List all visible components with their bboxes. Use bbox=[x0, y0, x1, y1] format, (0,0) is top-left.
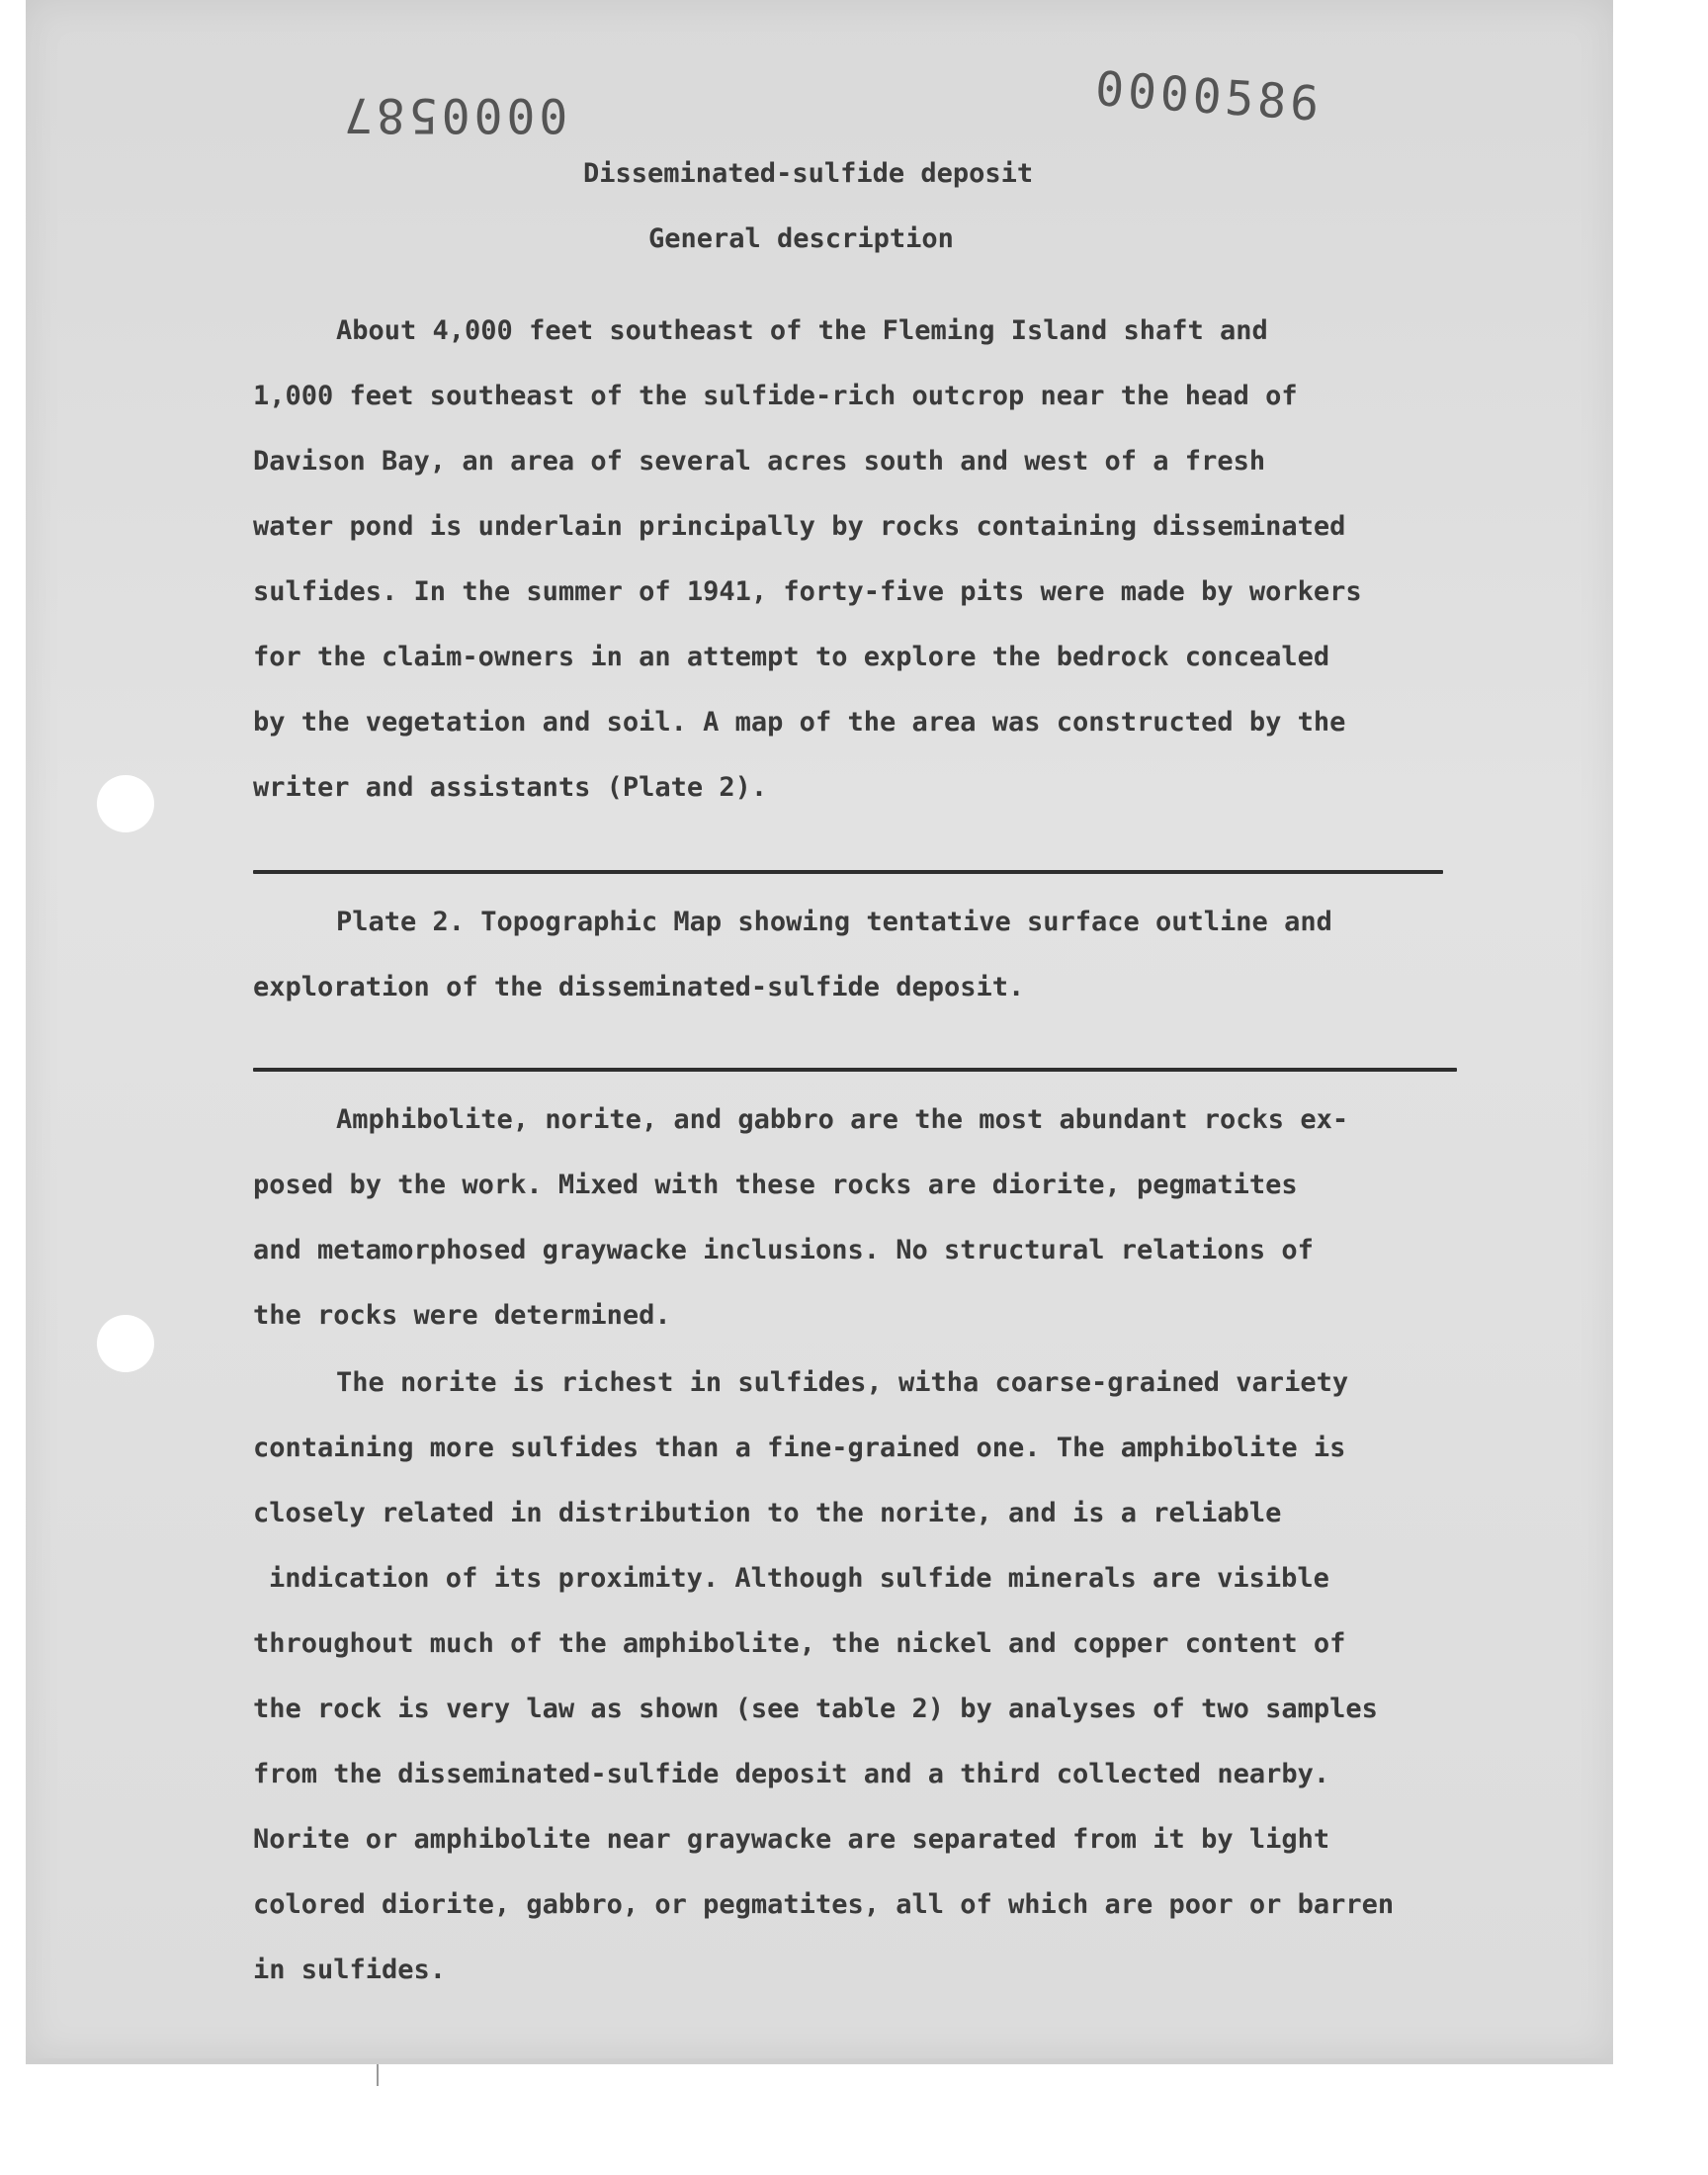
text-line: closely related in distribution to the norite, and is a reliable bbox=[253, 1498, 1282, 1528]
divider-rule-lower bbox=[253, 1068, 1457, 1072]
text-line: Plate 2. Topographic Map showing tentative surface outline and bbox=[336, 907, 1332, 937]
text-line: the rock is very law as shown (see table 2) by analyses of two samples bbox=[253, 1694, 1378, 1724]
paragraph-sulfide-content bbox=[253, 1350, 1439, 2003]
text-line: from the disseminated-sulfide deposit and a third collected nearby. bbox=[253, 1759, 1330, 1789]
text-line: water pond is underlain principally by rocks containing disseminated bbox=[253, 511, 1346, 542]
punch-hole-upper bbox=[97, 775, 154, 832]
text-line: writer and assistants (Plate 2). bbox=[253, 772, 768, 803]
text-line: Norite or amphibolite near graywacke are separated from it by light bbox=[253, 1824, 1330, 1855]
paragraph-rock-types bbox=[253, 1088, 1439, 1348]
text-line: throughout much of the amphibolite, the nickel and copper content of bbox=[253, 1628, 1346, 1659]
plate-caption bbox=[253, 890, 1439, 1020]
text-line: sulfides. In the summer of 1941, forty-five pits were made by workers bbox=[253, 576, 1362, 607]
section-title: Disseminated-sulfide deposit bbox=[583, 158, 1034, 189]
text-line: containing more sulfides than a fine-grained one. The amphibolite is bbox=[253, 1433, 1346, 1463]
divider-rule-upper bbox=[253, 870, 1443, 874]
text-line: Davison Bay, an area of several acres south and west of a fresh bbox=[253, 446, 1266, 477]
punch-hole-lower bbox=[97, 1315, 154, 1372]
text-line: 1,000 feet southeast of the sulfide-rich outcrop near the head of bbox=[253, 381, 1298, 411]
paragraph-location bbox=[253, 299, 1439, 821]
text-line: exploration of the disseminated-sulfide deposit. bbox=[253, 972, 1025, 1002]
text-line: About 4,000 feet southeast of the Fleming Island shaft and bbox=[336, 315, 1268, 346]
text-line: indication of its proximity. Although sulfide minerals are visible bbox=[269, 1563, 1329, 1594]
text-line: for the claim-owners in an attempt to explore the bedrock concealed bbox=[253, 642, 1330, 672]
text-line: in sulfides. bbox=[253, 1955, 447, 1985]
section-subtitle: General description bbox=[648, 223, 954, 254]
page-number-stamp-inverted: 0000587 bbox=[340, 87, 568, 142]
text-line: and metamorphosed graywacke inclusions. No structural relations of bbox=[253, 1235, 1314, 1265]
text-line: the rocks were determined. bbox=[253, 1300, 671, 1331]
text-line: posed by the work. Mixed with these rocks are diorite, pegmatites bbox=[253, 1170, 1298, 1200]
crop-mark bbox=[377, 2064, 379, 2086]
text-line: Amphibolite, norite, and gabbro are the most abundant rocks ex- bbox=[336, 1104, 1349, 1135]
page-bottom-edge bbox=[26, 2058, 1613, 2064]
text-line: colored diorite, gabbro, or pegmatites, all of which are poor or barren bbox=[253, 1889, 1395, 1920]
text-line: The norite is richest in sulfides, witha coarse-grained variety bbox=[336, 1367, 1349, 1398]
text-line: by the vegetation and soil. A map of the area was constructed by the bbox=[253, 707, 1346, 738]
page-number-stamp: 0000586 bbox=[1093, 61, 1324, 132]
